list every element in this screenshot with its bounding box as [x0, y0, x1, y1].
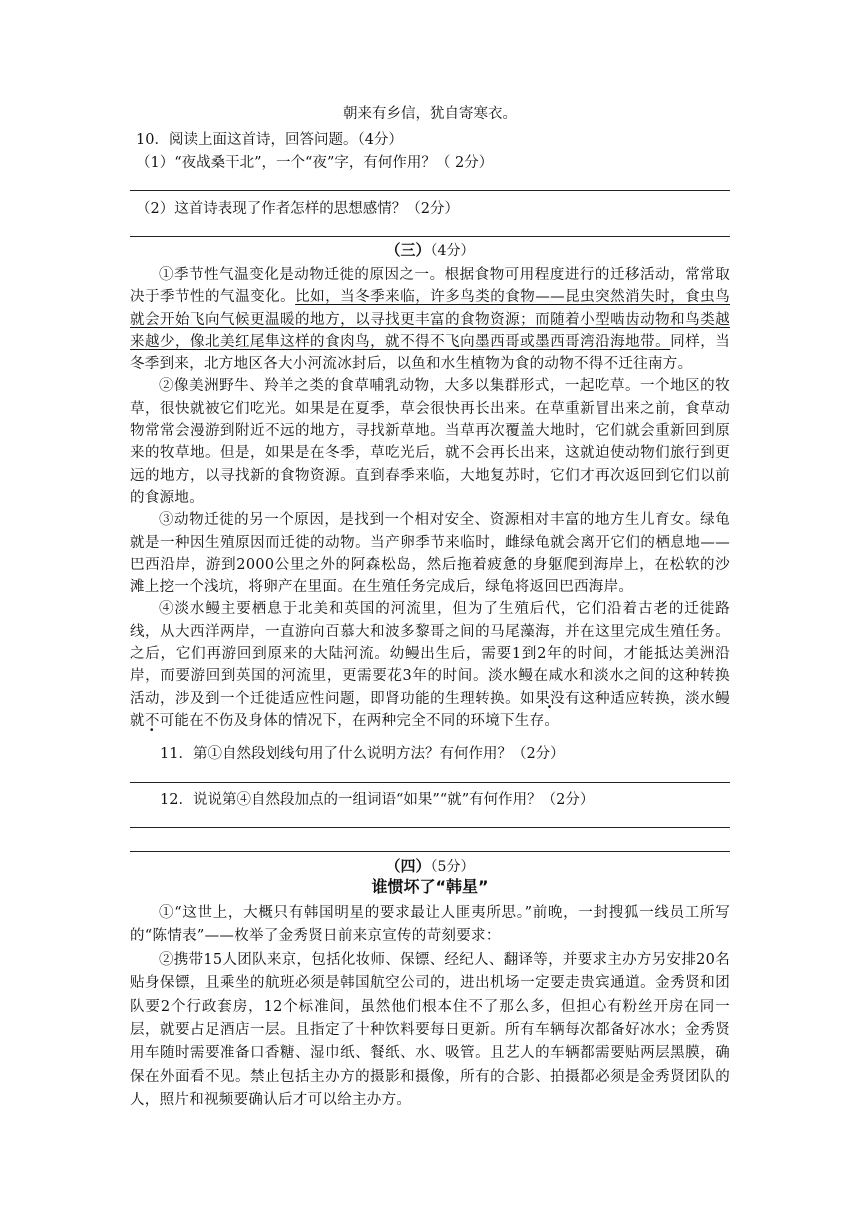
question-12: 12．说说第④自然段加点的一组词语“如果”“就”有何作用？（2分）: [160, 792, 595, 808]
section-4-heading: [130, 856, 730, 877]
section-3-text: [130, 264, 730, 732]
paragraph-4: ④淡水鳗主要栖息于北美和英国的河流里，但为了生殖后代，它们沿着古老的迁徙路线，从大西洋两岸，一直游向百慕大和波多黎哥之间的马尾藻海，并在这里完成生殖任务。之后，它们再游回到原来的大陆河流。幼鳗出生后，需要1到2年的时间，才能抵达美洲沿岸，而要游回到英国的河流里，更需要花3年的时间。淡水鳗在咸水和淡水之间的这种转换活动，涉及到一个迁徙适应性问题，即肾功能的生理转换。如果没有这种适应转换，淡水鳗就不可能在不伤及身体的情况下，在两种完全不同的环境下生存。: [130, 601, 730, 729]
answer-line: [130, 236, 730, 237]
section-4-points: （5分）: [430, 859, 475, 875]
answer-line: [130, 190, 730, 191]
answer-line: [130, 782, 730, 783]
section-3-heading: [130, 240, 730, 261]
paragraph-4-1: ①“这世上，大概只有韩国明星的要求最让人匪夷所思。”前晚，一封搜狐一线员工所写的“陈情表”——枚举了金秀贤日前来京宣传的苛刻要求：: [130, 905, 730, 945]
paragraph-1: ①季节性气温变化是动物迁徙的原因之一。根据食物可用程度进行的迁移活动，常常取决于季节性的气温变化。比如，当冬季来临，许多鸟类的食物——昆虫突然消失时，食虫鸟就会开始飞向气候更温暖的地方，以寻找更丰富的食物资源；而随着小型啮齿动物和鸟类越来越少，像北美红尾隼这样的食肉鸟，就不得不飞向墨西哥或墨西哥湾沿海地带。同样，当冬季到来，北方地区各大小河流冰封后，以鱼和水生植物为食的动物不得不迁往南方。: [130, 267, 731, 373]
answer-line: [130, 827, 730, 828]
paragraph-3: ③动物迁徙的另一个原因，是找到一个相对安全、资源相对丰富的地方生儿育女。绿龟就是一种因生殖原因而迁徙的动物。当产卵季节来临时，雌绿龟就会离开它们的栖息地——巴西沿岸，游到2000公里之外的阿森松岛，然后拖着疲惫的身躯爬到海岸上，在松软的沙滩上挖一个浅坑，将卵产在里面。在生殖任务完成后，绿龟将返回巴西海岸。: [130, 512, 730, 596]
dotted-word-ruguo: 如果: [520, 690, 551, 707]
section-4-label: （四）: [385, 857, 431, 875]
paragraph-4-2: ②携带15人团队来京，包括化妆师、保镖、经纪人、翻译等，并要求主办方另安排20名贴身保镖，且乘坐的航班必须是韩国航空公司的，进出机场一定要走贵宾通道。金秀贤和团队要2个行政套房，12个标准间，虽然他们根本住不了那么多，但担心有粉丝开房在同一层，就要占足酒店一层。且指定了十种饮料要每日更新。所有车辆每次都备好冰水；金秀贤用车随时需要准备口香糖、湿巾纸、餐纸、水、吸管。且艺人的车辆都需要贴两层黑膜，确保在外面看不见。禁止包括主办方的摄影和摄像，所有的合影、拍摄都必须是金秀贤团队的人，照片和视频要确认后才可以给主办方。: [130, 951, 730, 1109]
question-11: 11．第①自然段划线句用了什么说明方法？有何作用？（2分）: [160, 746, 565, 762]
question-10: 10．阅读上面这首诗，回答问题。（4分）: [136, 132, 403, 148]
poem-last-line: 朝来有乡信，犹自寄寒衣。: [343, 106, 517, 122]
underlined-sentence: 比如，当冬季来临，许多鸟类的食物——昆虫突然消失时，食虫鸟就会开始飞向气候更温暖的地方，以寻找更丰富的食物资源；而随着小型啮齿动物和鸟类越来越少，像北美红尾隼这样的食肉鸟，就不得不飞向墨西哥或墨西哥湾沿海地带。: [130, 289, 730, 350]
section-3-points: （4分）: [430, 243, 475, 259]
section-divider: [130, 851, 730, 852]
section-3-label: （三）: [385, 241, 431, 259]
article-title: 谁惯坏了“韩星”: [371, 877, 489, 896]
dotted-word-jiu: 就: [130, 712, 145, 729]
question-10-1: （1）“夜战桑干北”，一个“夜”字，有何作用？（ 2分）: [136, 155, 494, 171]
question-10-2: （2）这首诗表现了作者怎样的思想感情？（2分）: [136, 201, 459, 217]
paragraph-2: ②像美洲野牛、羚羊之类的食草哺乳动物，大多以集群形式，一起吃草。一个地区的牧草，很快就被它们吃光。如果是在夏季，草会很快再长出来。在草重新冒出来之前，食草动物常常会漫游到附近不远的地方，寻找新草地。当草再次覆盖大地时，它们就会重新回到原来的牧草地。但是，如果是在冬季，草吃光后，就不会再长出来，这就迫使动物们旅行到更远的地方，以寻找新的食物资源。直到春季来临，大地复苏时，它们才再次返回到它们以前的食源地。: [130, 378, 730, 506]
section-4-text: [130, 902, 730, 1113]
